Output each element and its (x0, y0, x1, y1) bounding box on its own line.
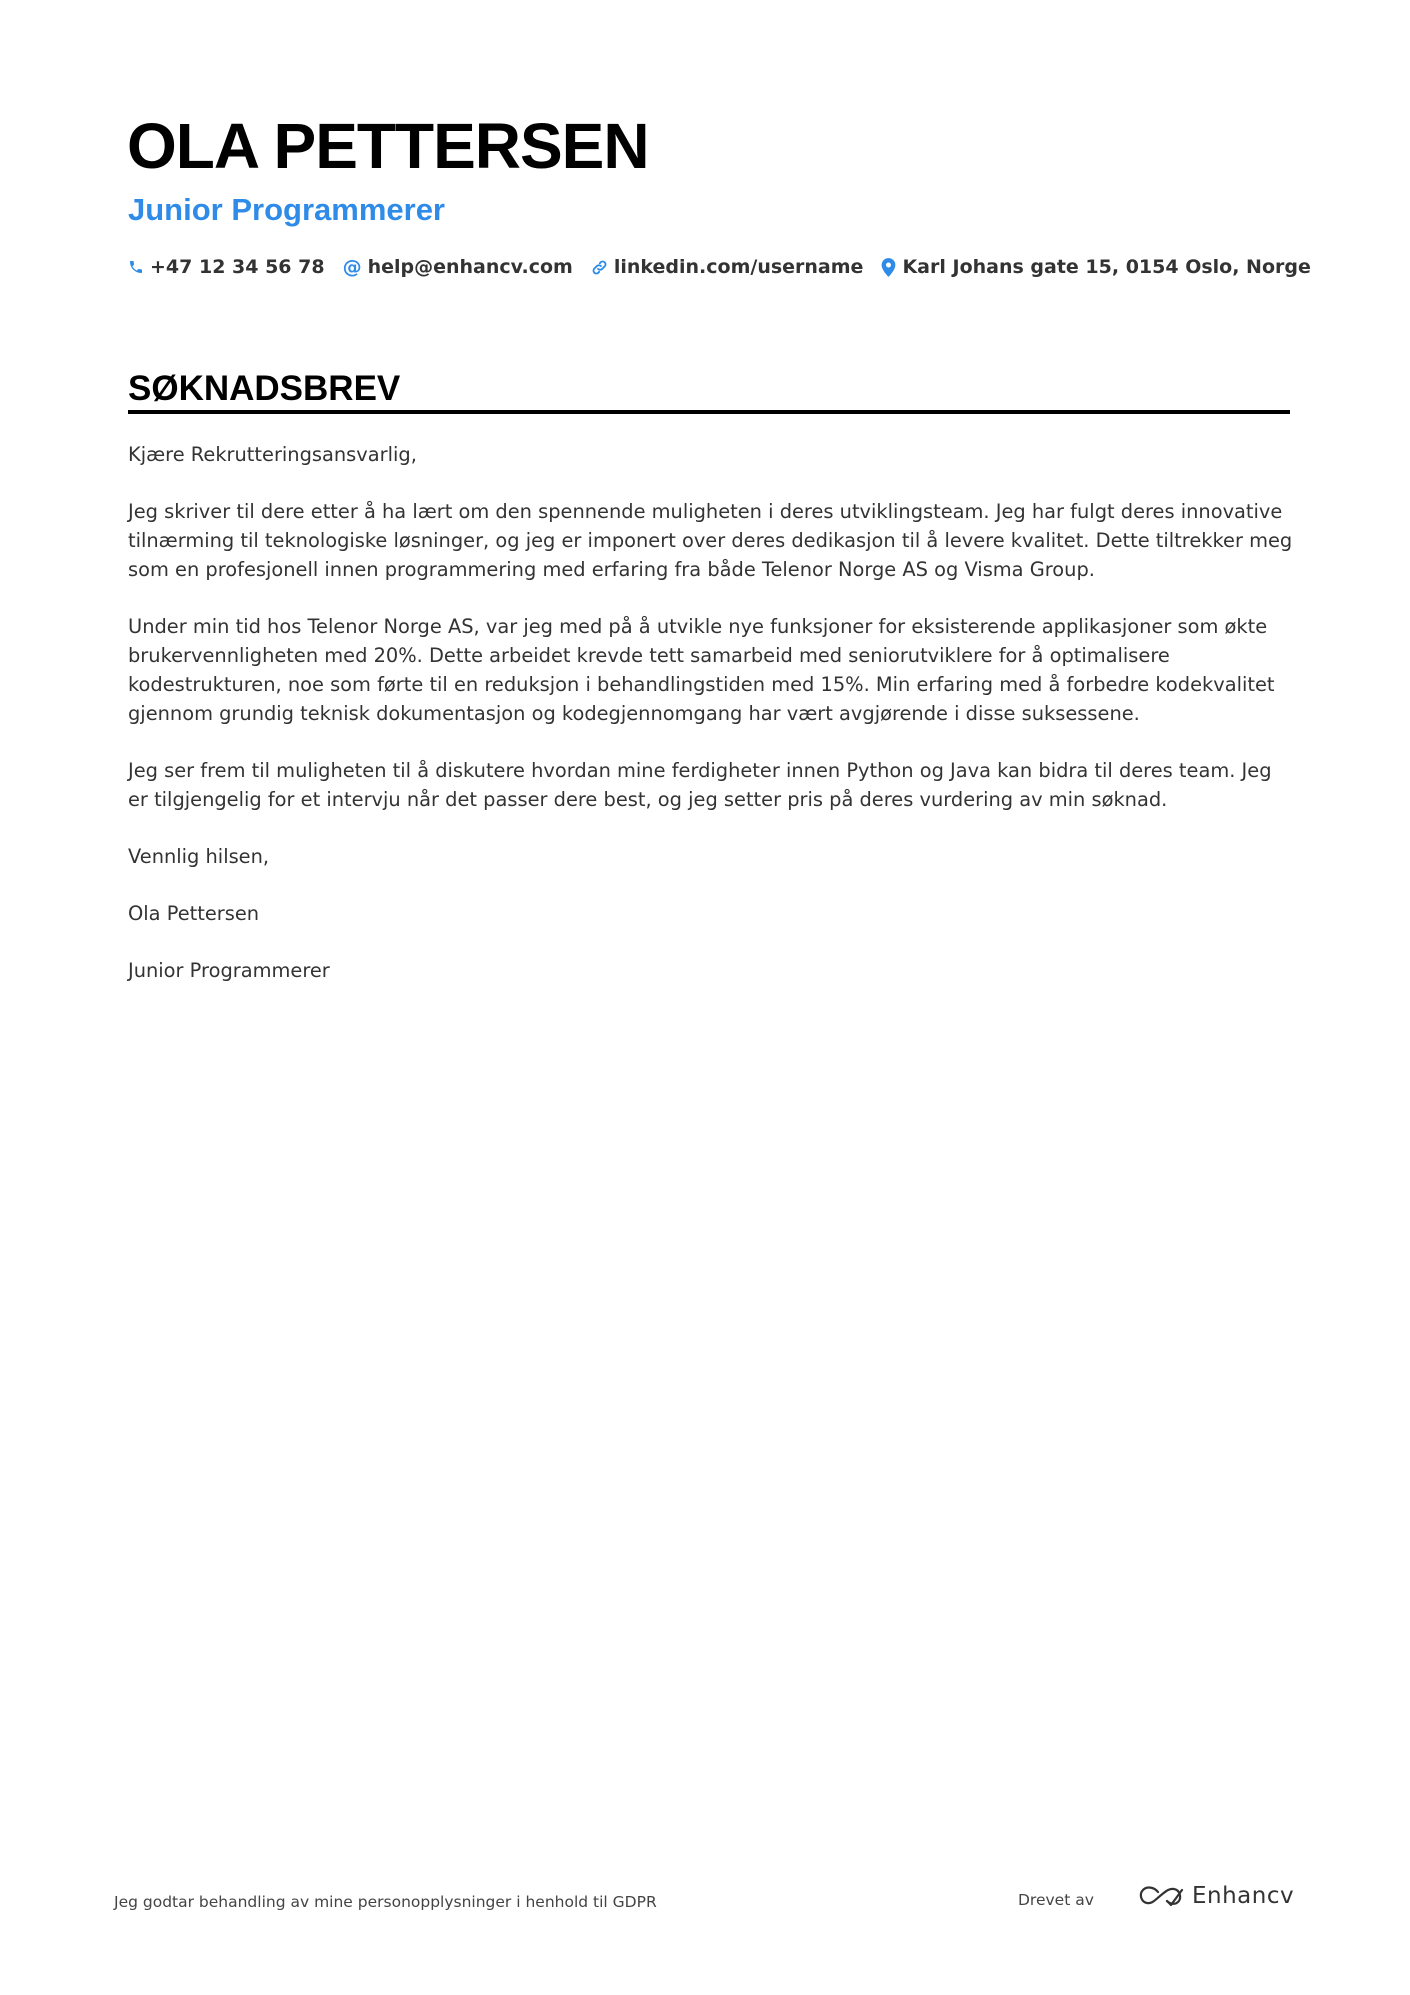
letter-paragraph: Under min tid hos Telenor Norge AS, var jeg med på å utvikle nye funksjoner for eksisterende applikasjoner som økte brukervennligheten med 20%. Dette arbeidet krevde tett samarbeid med seniorutviklere for å optimalisere kodestrukturen, noe som førte til en reduksjon i behandlingstiden med 15%. Min erfaring med å forbedre kodekvalitet gjennom grundig teknisk dokumentasjon og kodegjennomgang har vært avgjørende i disse suksessene. (128, 615, 1275, 725)
enhancv-logo-icon (1138, 1884, 1184, 1908)
gdpr-consent-text: Jeg godtar behandling av mine personopplysninger i henhold til GDPR (114, 1893, 657, 1911)
powered-by-label: Drevet av (1018, 1891, 1094, 1909)
email-text: help@enhancv.com (367, 256, 573, 278)
address-text: Karl Johans gate 15, 0154 Oslo, Norge (902, 256, 1311, 278)
letter-body (128, 440, 1296, 1013)
enhancv-logo[interactable] (1138, 1883, 1294, 1909)
linkedin-text: linkedin.com/username (613, 256, 864, 278)
signature-title: Junior Programmerer (128, 959, 330, 982)
section-divider (128, 410, 1290, 414)
contact-phone (128, 252, 325, 282)
location-pin-icon (881, 258, 896, 277)
contact-linkedin (591, 252, 864, 282)
contact-bar (128, 252, 1329, 282)
enhancv-brand-name: Enhancv (1192, 1883, 1295, 1909)
phone-text: +47 12 34 56 78 (150, 256, 325, 278)
phone-icon (128, 259, 144, 275)
applicant-job-title: Junior Programmerer (128, 192, 445, 227)
contact-email (343, 252, 573, 282)
section-title: SØKNADSBREV (128, 369, 401, 408)
signature-name: Ola Pettersen (128, 902, 260, 925)
letter-salutation: Kjære Rekrutteringsansvarlig, (128, 443, 417, 466)
letter-paragraph: Jeg ser frem til muligheten til å diskutere hvordan mine ferdigheter innen Python og Java kan bidra til deres team. Jeg er tilgjengelig for et intervju når det passer dere best, og jeg setter pris på deres vurdering av min søknad. (128, 759, 1272, 811)
link-icon (591, 259, 608, 276)
contact-address (881, 252, 1310, 282)
letter-closing: Vennlig hilsen, (128, 845, 270, 868)
applicant-name: OLA PETTERSEN (127, 110, 649, 182)
letter-paragraph: Jeg skriver til dere etter å ha lært om den spennende muligheten i deres utviklingsteam. Jeg har fulgt deres innovative tilnærming til teknologiske løsninger, og jeg er imponert over deres dedikasjon til å levere kvalitet. Dette tiltrekker meg som en profesjonell innen programmering med erfaring fra både Telenor Norge AS og Visma Group. (128, 500, 1293, 581)
at-icon: @ (342, 256, 362, 278)
